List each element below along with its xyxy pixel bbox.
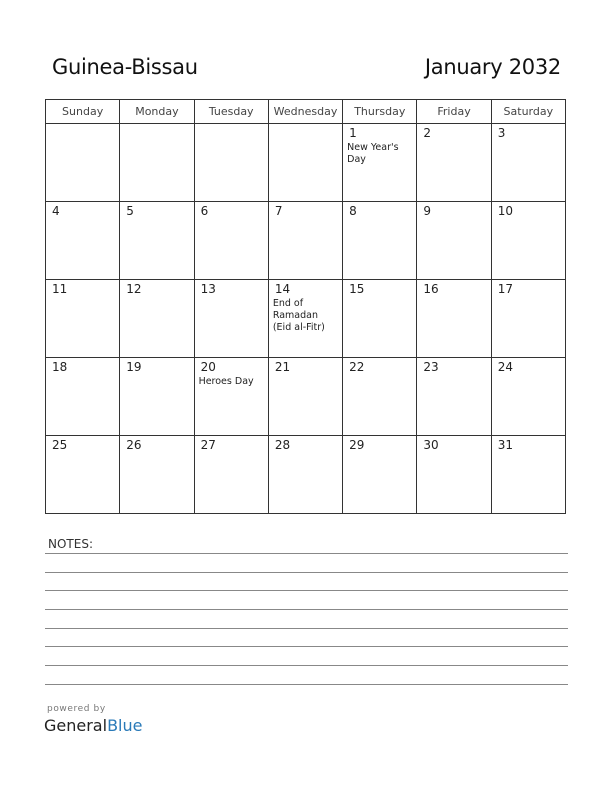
week-row — [46, 124, 566, 202]
empty-day-cell — [46, 124, 120, 202]
note-line — [45, 609, 568, 610]
day-number: 2 — [423, 126, 432, 140]
empty-day-cell — [120, 124, 194, 202]
day-cell-11 — [46, 280, 120, 358]
week-row — [46, 202, 566, 280]
day-number: 17 — [497, 282, 513, 296]
day-number: 8 — [349, 204, 357, 218]
day-number: 10 — [497, 204, 513, 218]
weekday-saturday: Saturday — [491, 100, 565, 124]
day-cell-31 — [491, 436, 565, 514]
brand-general-text: General — [44, 716, 108, 735]
day-number: 24 — [497, 360, 513, 374]
day-number: 25 — [52, 438, 68, 452]
empty-day-cell — [194, 124, 268, 202]
day-number — [195, 124, 268, 126]
holiday-label: New Year's Day — [347, 142, 399, 165]
day-number: 14 — [274, 282, 291, 296]
note-line — [45, 553, 568, 554]
day-number: 6 — [200, 204, 209, 218]
weekday-friday: Friday — [417, 100, 491, 124]
day-cell-18 — [46, 358, 120, 436]
day-number: 11 — [52, 282, 68, 296]
day-cell-21 — [268, 358, 342, 436]
day-number: 21 — [274, 360, 291, 374]
day-cell-24 — [491, 358, 565, 436]
day-number: 29 — [349, 438, 365, 452]
day-cell-1 — [343, 124, 417, 202]
day-cell-2 — [417, 124, 491, 202]
day-cell-5 — [120, 202, 194, 280]
day-cell-10 — [491, 202, 565, 280]
weekday-monday: Monday — [120, 100, 194, 124]
day-number: 16 — [423, 282, 439, 296]
day-cell-12 — [120, 280, 194, 358]
day-number: 3 — [497, 126, 506, 140]
empty-day-cell — [268, 124, 342, 202]
day-cell-4 — [46, 202, 120, 280]
day-cell-7 — [268, 202, 342, 280]
day-number: 23 — [423, 360, 439, 374]
week-row — [46, 436, 566, 514]
day-number — [269, 124, 342, 126]
note-line — [45, 684, 568, 685]
day-cell-9 — [417, 202, 491, 280]
day-cell-15 — [343, 280, 417, 358]
day-cell-27 — [194, 436, 268, 514]
note-line — [45, 590, 568, 591]
day-cell-3 — [491, 124, 565, 202]
weekday-header-row — [46, 100, 566, 124]
day-number: 13 — [200, 282, 216, 296]
day-number: 31 — [497, 438, 513, 452]
brand-blue-text: Blue — [107, 716, 143, 735]
day-number: 30 — [423, 438, 439, 452]
day-cell-13 — [194, 280, 268, 358]
holiday-label: End of Ramadan (Eid al-Fitr) — [272, 298, 325, 333]
weekday-tuesday: Tuesday — [194, 100, 268, 124]
day-cell-30 — [417, 436, 491, 514]
day-cell-17 — [491, 280, 565, 358]
weekday-sunday: Sunday — [46, 100, 120, 124]
day-number: 22 — [349, 360, 365, 374]
day-number: 7 — [274, 204, 283, 218]
note-line — [45, 572, 568, 573]
powered-by-text: powered by — [47, 704, 106, 714]
day-cell-19 — [120, 358, 194, 436]
notes-label: NOTES: — [48, 537, 93, 551]
day-cell-29 — [343, 436, 417, 514]
day-cell-25 — [46, 436, 120, 514]
day-number: 19 — [126, 360, 142, 374]
weekday-wednesday: Wednesday — [268, 100, 342, 124]
day-cell-22 — [343, 358, 417, 436]
day-cell-16 — [417, 280, 491, 358]
note-line — [45, 646, 568, 647]
day-number — [120, 124, 193, 126]
note-line — [45, 628, 568, 629]
calendar-grid — [45, 99, 566, 514]
day-cell-14 — [268, 280, 342, 358]
day-number: 15 — [349, 282, 365, 296]
day-number: 27 — [200, 438, 216, 452]
day-number: 20 — [200, 360, 216, 374]
week-row — [46, 280, 566, 358]
week-row — [46, 358, 566, 436]
calendar-country-title: Guinea-Bissau — [52, 55, 198, 79]
day-cell-8 — [343, 202, 417, 280]
day-number: 4 — [52, 204, 60, 218]
weekday-thursday: Thursday — [343, 100, 417, 124]
day-cell-28 — [268, 436, 342, 514]
day-cell-23 — [417, 358, 491, 436]
day-number: 12 — [126, 282, 142, 296]
holiday-label: Heroes Day — [198, 376, 254, 387]
day-number — [46, 124, 119, 126]
day-cell-26 — [120, 436, 194, 514]
calendar-month-title: January 2032 — [424, 55, 561, 79]
note-line — [45, 665, 568, 666]
day-number: 5 — [126, 204, 134, 218]
day-number: 18 — [52, 360, 68, 374]
day-number: 26 — [126, 438, 142, 452]
day-number: 9 — [423, 204, 432, 218]
day-number: 28 — [274, 438, 291, 452]
day-cell-20 — [194, 358, 268, 436]
day-number: 1 — [349, 126, 357, 140]
day-cell-6 — [194, 202, 268, 280]
generalblue-logo[interactable] — [44, 716, 142, 735]
